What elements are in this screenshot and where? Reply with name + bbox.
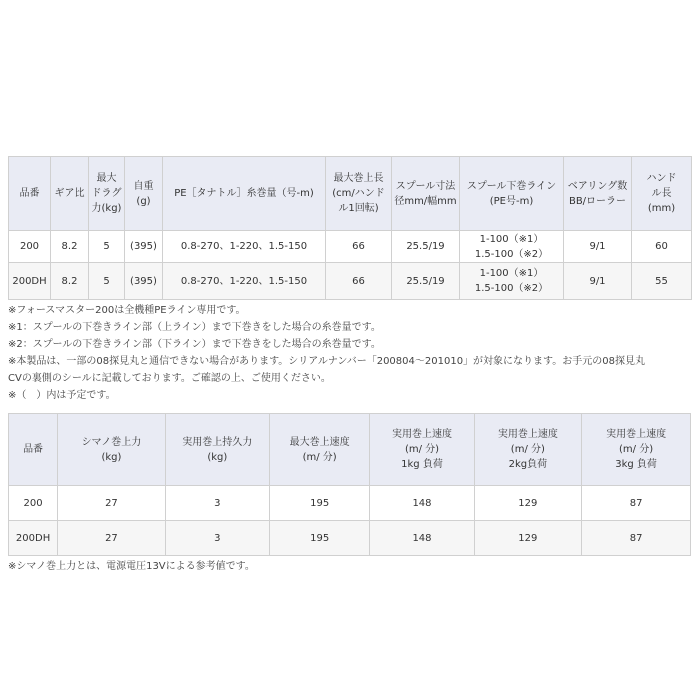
winding-cell: 27 <box>58 486 166 521</box>
spec-cell: 5 <box>89 231 125 263</box>
spec-cell: 60 <box>632 231 692 263</box>
winding-header-line: 2kg負荷 <box>508 459 548 470</box>
winding-cell: 3 <box>165 486 269 521</box>
winding-cell: 148 <box>370 521 474 556</box>
spec-header-cell <box>392 157 460 231</box>
spec-header-line: 力(kg) <box>91 203 122 214</box>
note-line: ※1：スプールの下巻きライン部（上ライン）まで下巻きをした場合の糸巻量です。 <box>8 322 381 333</box>
winding-cell: 87 <box>582 486 691 521</box>
spec-row <box>9 231 692 263</box>
spec-header-line: 最大 <box>96 173 117 184</box>
spec-header-line: 径mm/幅mm <box>394 195 457 207</box>
spec-header-cell <box>564 157 632 231</box>
winding-table-header <box>9 414 691 486</box>
winding-cell: 3 <box>165 521 269 556</box>
winding-cell: 200 <box>9 486 58 521</box>
spec-header-cell <box>89 157 125 231</box>
note-line: ※フォースマスター200は全機種PEライン専用です。 <box>8 305 246 316</box>
spec-header-line: ハンド <box>646 173 677 184</box>
winding-row <box>9 521 691 556</box>
spec-cell: (395) <box>125 263 163 300</box>
winding-header-line: 3kg 負荷 <box>615 459 657 470</box>
spec-cell: (395) <box>125 231 163 263</box>
spec-cell: 66 <box>326 231 392 263</box>
spec-cell: 8.2 <box>51 231 89 263</box>
winding-header-cell <box>474 414 582 486</box>
winding-cell: 195 <box>269 486 370 521</box>
spec-header-line: (cm/ハンド <box>332 188 385 199</box>
spec-cell: 25.5/19 <box>392 231 460 263</box>
spec-cell: 8.2 <box>51 263 89 300</box>
spec-header-cell <box>125 157 163 231</box>
winding-header-line: (m/ 分) <box>302 451 337 463</box>
note-line: ※本製品は、一部の08探見丸と通信できない場合があります。シリアルナンバー「200804～201010」が対象になります。お手元の08探見丸 <box>8 356 645 367</box>
spec-header-cell <box>51 157 89 231</box>
winding-cell: 148 <box>370 486 474 521</box>
spec-cell: 5 <box>89 263 125 300</box>
spec-section <box>8 156 691 575</box>
spec-header-cell <box>326 157 392 231</box>
spec-header-line: スプール寸法 <box>395 180 456 192</box>
spec-header-cell <box>632 157 692 231</box>
spec-cell: 55 <box>632 263 692 300</box>
winding-header-line: (m/ 分) <box>404 444 440 455</box>
winding-notes <box>8 558 691 575</box>
spec-header-line: ドラグ <box>91 188 122 199</box>
winding-header-line: (m/ 分) <box>510 444 545 455</box>
spec-header-cell <box>460 157 564 231</box>
spec-cell <box>460 263 564 300</box>
winding-header-line: シマノ巻上力 <box>81 436 142 448</box>
note-line: CVの裏側のシールに記載しております。ご確認の上、ご使用ください。 <box>8 373 331 384</box>
winding-cell: 129 <box>474 486 582 521</box>
winding-header-line: 最大巻上速度 <box>289 436 350 448</box>
note-line: ※シマノ巻上力とは、電源電圧13Vによる参考値です。 <box>8 561 255 572</box>
spec-header-line: ギア比 <box>54 188 85 199</box>
winding-header-line: 1kg 負荷 <box>401 459 443 470</box>
winding-header-line: (m/ 分) <box>619 444 654 455</box>
winding-header-cell <box>9 414 58 486</box>
spec-table-header <box>9 157 692 231</box>
note-line: ※2：スプールの下巻きライン部（下ライン）まで下巻きをした場合の糸巻量です。 <box>8 339 381 350</box>
winding-cell: 27 <box>58 521 166 556</box>
winding-header-line: (kg) <box>101 451 122 463</box>
spec-header-line: ル1回転) <box>338 203 379 214</box>
spec-header-line: ル長 <box>651 188 672 199</box>
spec-cell-line: 1.5-100（※2） <box>474 283 549 294</box>
winding-row <box>9 486 691 521</box>
spec-table <box>8 156 692 300</box>
spec-cell: 200DH <box>9 263 51 300</box>
spec-cell: 0.8-270、1-220、1.5-150 <box>163 231 326 263</box>
spec-cell-line: 1.5-100（※2） <box>474 248 549 260</box>
winding-header-cell <box>269 414 370 486</box>
spec-header-line: BB/ローラー <box>568 195 627 207</box>
spec-cell: 200 <box>9 231 51 263</box>
winding-header-cell <box>165 414 269 486</box>
spec-header-line: PE［タナトル］糸巻量（号-m) <box>174 188 314 199</box>
spec-cell: 9/1 <box>564 231 632 263</box>
spec-header-cell <box>163 157 326 231</box>
winding-header-line: 実用巻上速度 <box>391 429 452 440</box>
spec-header-line: (PE号-m) <box>489 195 534 207</box>
spec-cell: 66 <box>326 263 392 300</box>
winding-cell: 195 <box>269 521 370 556</box>
spec-cell <box>460 231 564 263</box>
winding-header-cell <box>582 414 691 486</box>
spec-cell-line: 1-100（※1） <box>479 268 544 279</box>
spec-header-line: 自重 <box>133 180 154 192</box>
winding-table <box>8 413 691 556</box>
spec-row <box>9 263 692 300</box>
winding-header-line: 実用巻上速度 <box>606 429 667 440</box>
spec-header-line: (g) <box>136 195 151 207</box>
winding-cell: 87 <box>582 521 691 556</box>
winding-header-line: 品番 <box>23 444 44 455</box>
winding-header-line: 実用巻上持久力 <box>182 436 253 448</box>
winding-header-line: (kg) <box>207 451 228 463</box>
spec-header-line: (mm) <box>647 203 676 214</box>
spec-cell: 9/1 <box>564 263 632 300</box>
spec-header-cell <box>9 157 51 231</box>
spec-header-line: ベアリング数 <box>567 180 628 192</box>
winding-header-cell <box>58 414 166 486</box>
spec-cell-line: 1-100（※1） <box>479 233 544 245</box>
winding-cell: 200DH <box>9 521 58 556</box>
spec-header-line: 品番 <box>19 188 40 199</box>
note-line: ※（ ）内は予定です。 <box>8 390 116 401</box>
spec-header-line: 最大巻上長 <box>333 173 384 184</box>
winding-cell: 129 <box>474 521 582 556</box>
spec-cell: 25.5/19 <box>392 263 460 300</box>
winding-header-line: 実用巻上速度 <box>497 429 558 440</box>
spec-notes <box>8 302 691 404</box>
spec-cell: 0.8-270、1-220、1.5-150 <box>163 263 326 300</box>
winding-header-cell <box>370 414 474 486</box>
spec-header-line: スプール下巻ライン <box>466 180 557 192</box>
